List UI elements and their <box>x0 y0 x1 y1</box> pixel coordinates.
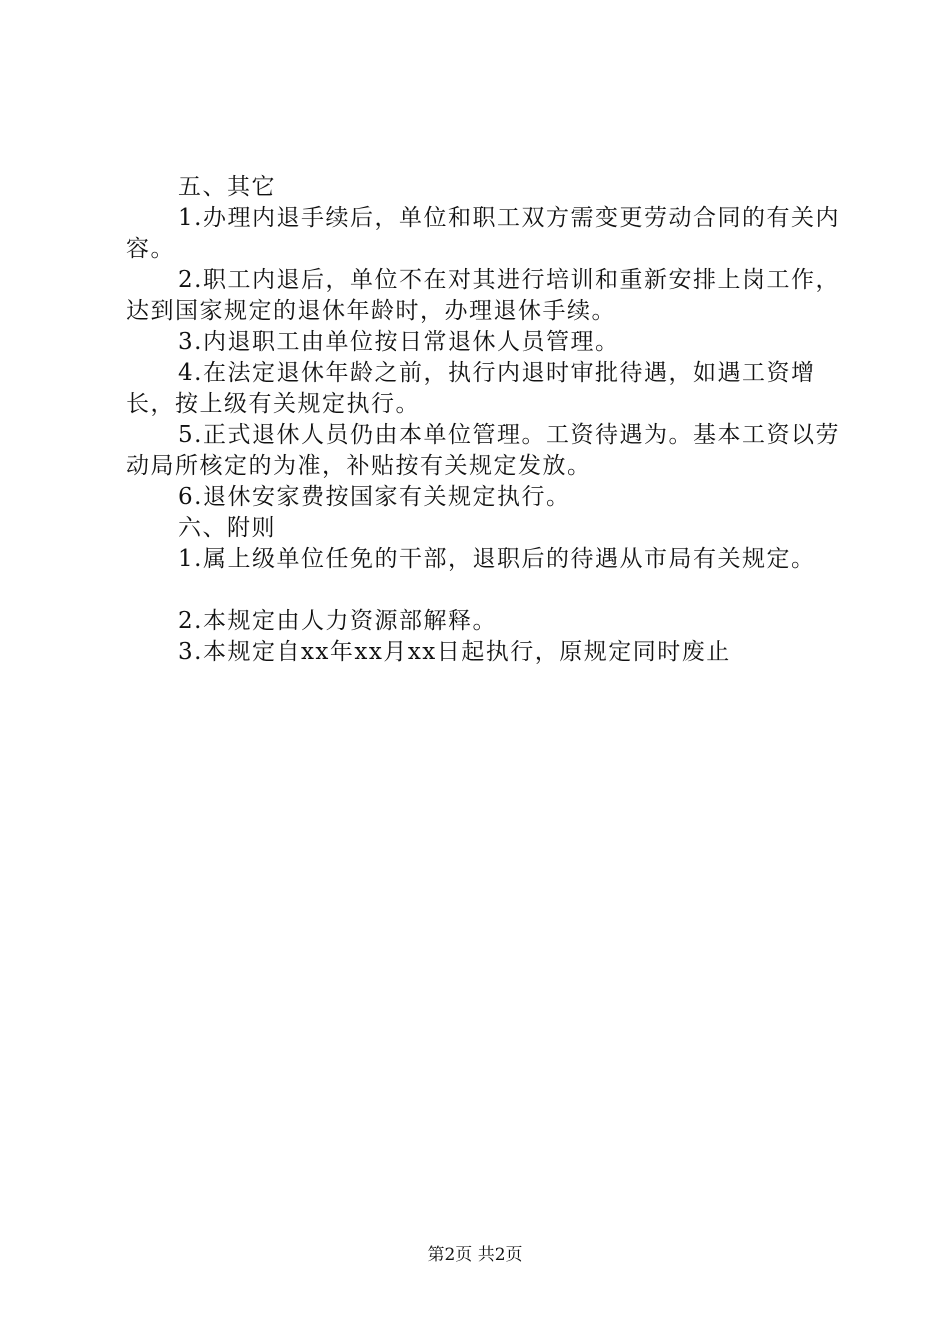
paragraph-item-6: 6.退休安家费按国家有关规定执行。 <box>178 484 571 510</box>
appendix-item-2: 2.本规定由人力资源部解释。 <box>178 608 497 634</box>
paragraph-item-3: 3.内退职工由单位按日常退休人员管理。 <box>178 329 620 355</box>
paragraph-item-5: 5.正式退休人员仍由本单位管理。工资待遇为。基本工资以劳动局所核定的为准，补贴按有关规定发放。 <box>126 422 840 479</box>
appendix-item-3: 3.本规定自xx年xx月xx日起执行，原规定同时废止 <box>178 639 731 665</box>
paragraph-item-4: 4.在法定退休年龄之前，执行内退时审批待遇，如遇工资增长，按上级有关规定执行。 <box>126 360 816 417</box>
paragraph-item-2: 2.职工内退后，单位不在对其进行培训和重新安排上岗工作，达到国家规定的退休年龄时，办理退休手续。 <box>126 267 840 324</box>
appendix-item-1: 1.属上级单位任免的干部，退职后的待遇从市局有关规定。 <box>178 546 816 572</box>
section-heading-appendix: 六、附则 <box>178 515 276 541</box>
section-heading-other: 五、其它 <box>178 174 276 200</box>
document-body <box>126 172 856 668</box>
page-number-footer: 第2页 共2页 <box>427 1245 523 1265</box>
paragraph-item-1: 1.办理内退手续后，单位和职工双方需变更劳动合同的有关内容。 <box>126 205 840 262</box>
